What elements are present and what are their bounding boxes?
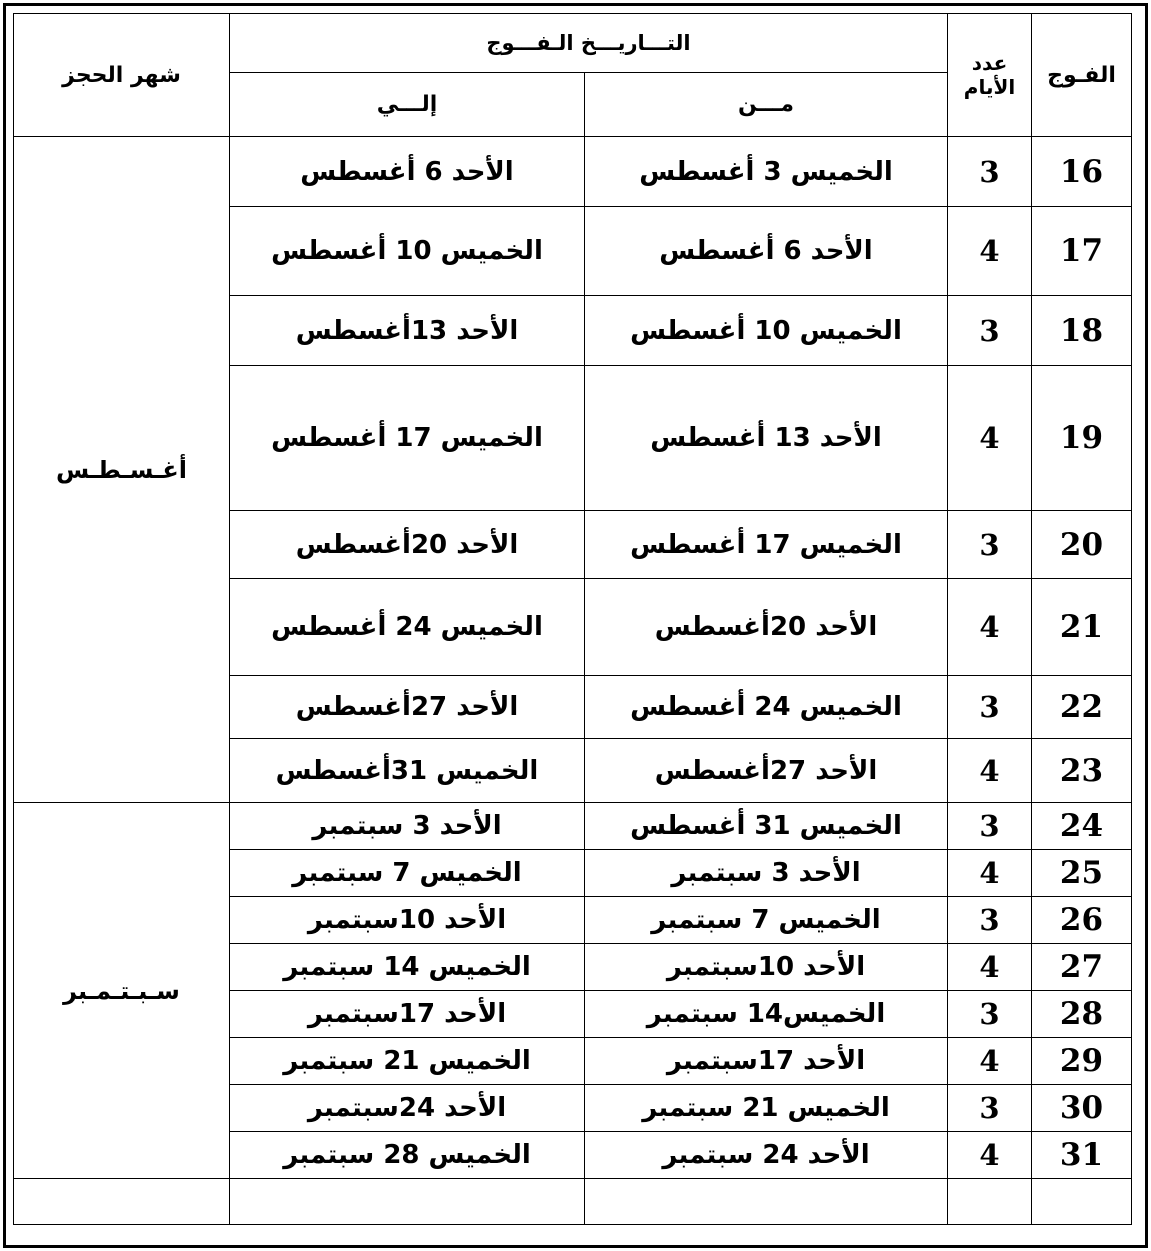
empty-cell xyxy=(1032,1179,1132,1225)
days-count-cell: 4 xyxy=(948,366,1032,511)
from-date-cell: الأحد 6 أغسطس xyxy=(585,207,948,296)
empty-row xyxy=(14,1179,1132,1225)
days-count-cell: 3 xyxy=(948,137,1032,207)
days-count-cell: 3 xyxy=(948,897,1032,944)
days-count-cell: 3 xyxy=(948,676,1032,739)
days-count-cell: 3 xyxy=(948,803,1032,850)
group-number-cell: 30 xyxy=(1032,1085,1132,1132)
from-date-cell: الخميس14 سبتمبر xyxy=(585,991,948,1038)
from-date-cell: الأحد 10سبتمبر xyxy=(585,944,948,991)
to-date-cell: الأحد 3 سبتمبر xyxy=(230,803,585,850)
to-date-cell: الأحد 24سبتمبر xyxy=(230,1085,585,1132)
days-count-cell: 3 xyxy=(948,511,1032,579)
from-date-cell: الخميس 7 سبتمبر xyxy=(585,897,948,944)
group-number-cell: 17 xyxy=(1032,207,1132,296)
from-date-cell: الخميس 3 أغسطس xyxy=(585,137,948,207)
table-row xyxy=(14,803,1132,850)
days-count-cell: 4 xyxy=(948,1038,1032,1085)
empty-cell xyxy=(14,1179,230,1225)
group-number-cell: 16 xyxy=(1032,137,1132,207)
empty-cell xyxy=(585,1179,948,1225)
group-number-cell: 28 xyxy=(1032,991,1132,1038)
to-date-cell: الخميس 17 أغسطس xyxy=(230,366,585,511)
group-number-cell: 25 xyxy=(1032,850,1132,897)
from-date-cell: الأحد 3 سبتمبر xyxy=(585,850,948,897)
from-date-cell: الأحد 13 أغسطس xyxy=(585,366,948,511)
to-date-cell: الخميس 10 أغسطس xyxy=(230,207,585,296)
header-from: مـــن xyxy=(585,73,948,137)
from-date-cell: الأحد 17سبتمبر xyxy=(585,1038,948,1085)
month-cell-august: أغـسـطـس xyxy=(14,137,230,803)
booking-schedule-table xyxy=(13,13,1132,1225)
group-number-cell: 29 xyxy=(1032,1038,1132,1085)
to-date-cell: الخميس 21 سبتمبر xyxy=(230,1038,585,1085)
group-number-cell: 31 xyxy=(1032,1132,1132,1179)
header-days-count-label: عدد الأيام xyxy=(963,51,1016,99)
empty-cell xyxy=(948,1179,1032,1225)
group-number-cell: 18 xyxy=(1032,296,1132,366)
to-date-cell: الأحد 13أغسطس xyxy=(230,296,585,366)
to-date-cell: الخميس 28 سبتمبر xyxy=(230,1132,585,1179)
header-date: التـــاريـــخ الـفـــوج xyxy=(230,14,948,73)
days-count-cell: 4 xyxy=(948,579,1032,676)
to-date-cell: الخميس 24 أغسطس xyxy=(230,579,585,676)
days-count-cell: 3 xyxy=(948,296,1032,366)
days-count-cell: 3 xyxy=(948,1085,1032,1132)
days-count-cell: 4 xyxy=(948,739,1032,803)
days-count-cell: 4 xyxy=(948,1132,1032,1179)
header-booking-month: شهر الحجز xyxy=(14,14,230,137)
to-date-cell: الخميس 31أغسطس xyxy=(230,739,585,803)
group-number-cell: 21 xyxy=(1032,579,1132,676)
from-date-cell: الخميس 17 أغسطس xyxy=(585,511,948,579)
from-date-cell: الخميس 21 سبتمبر xyxy=(585,1085,948,1132)
days-count-cell: 3 xyxy=(948,991,1032,1038)
table-row xyxy=(14,137,1132,207)
table-body xyxy=(14,137,1132,1225)
header-days-count xyxy=(948,14,1032,137)
group-number-cell: 22 xyxy=(1032,676,1132,739)
group-number-cell: 27 xyxy=(1032,944,1132,991)
group-number-cell: 20 xyxy=(1032,511,1132,579)
empty-cell xyxy=(230,1179,585,1225)
header-group: الفـوج xyxy=(1032,14,1132,137)
from-date-cell: الأحد 20أغسطس xyxy=(585,579,948,676)
group-number-cell: 24 xyxy=(1032,803,1132,850)
from-date-cell: الخميس 24 أغسطس xyxy=(585,676,948,739)
month-cell-september: سـبـتـمـبر xyxy=(14,803,230,1179)
to-date-cell: الأحد 27أغسطس xyxy=(230,676,585,739)
group-number-cell: 26 xyxy=(1032,897,1132,944)
group-number-cell: 23 xyxy=(1032,739,1132,803)
group-number-cell: 19 xyxy=(1032,366,1132,511)
to-date-cell: الأحد 17سبتمبر xyxy=(230,991,585,1038)
days-count-cell: 4 xyxy=(948,207,1032,296)
to-date-cell: الأحد 6 أغسطس xyxy=(230,137,585,207)
to-date-cell: الخميس 14 سبتمبر xyxy=(230,944,585,991)
to-date-cell: الأحد 20أغسطس xyxy=(230,511,585,579)
from-date-cell: الأحد 27أغسطس xyxy=(585,739,948,803)
days-count-cell: 4 xyxy=(948,850,1032,897)
to-date-cell: الأحد 10سبتمبر xyxy=(230,897,585,944)
from-date-cell: الخميس 31 أغسطس xyxy=(585,803,948,850)
header-to: إلـــي xyxy=(230,73,585,137)
from-date-cell: الخميس 10 أغسطس xyxy=(585,296,948,366)
to-date-cell: الخميس 7 سبتمبر xyxy=(230,850,585,897)
from-date-cell: الأحد 24 سبتمبر xyxy=(585,1132,948,1179)
days-count-cell: 4 xyxy=(948,944,1032,991)
